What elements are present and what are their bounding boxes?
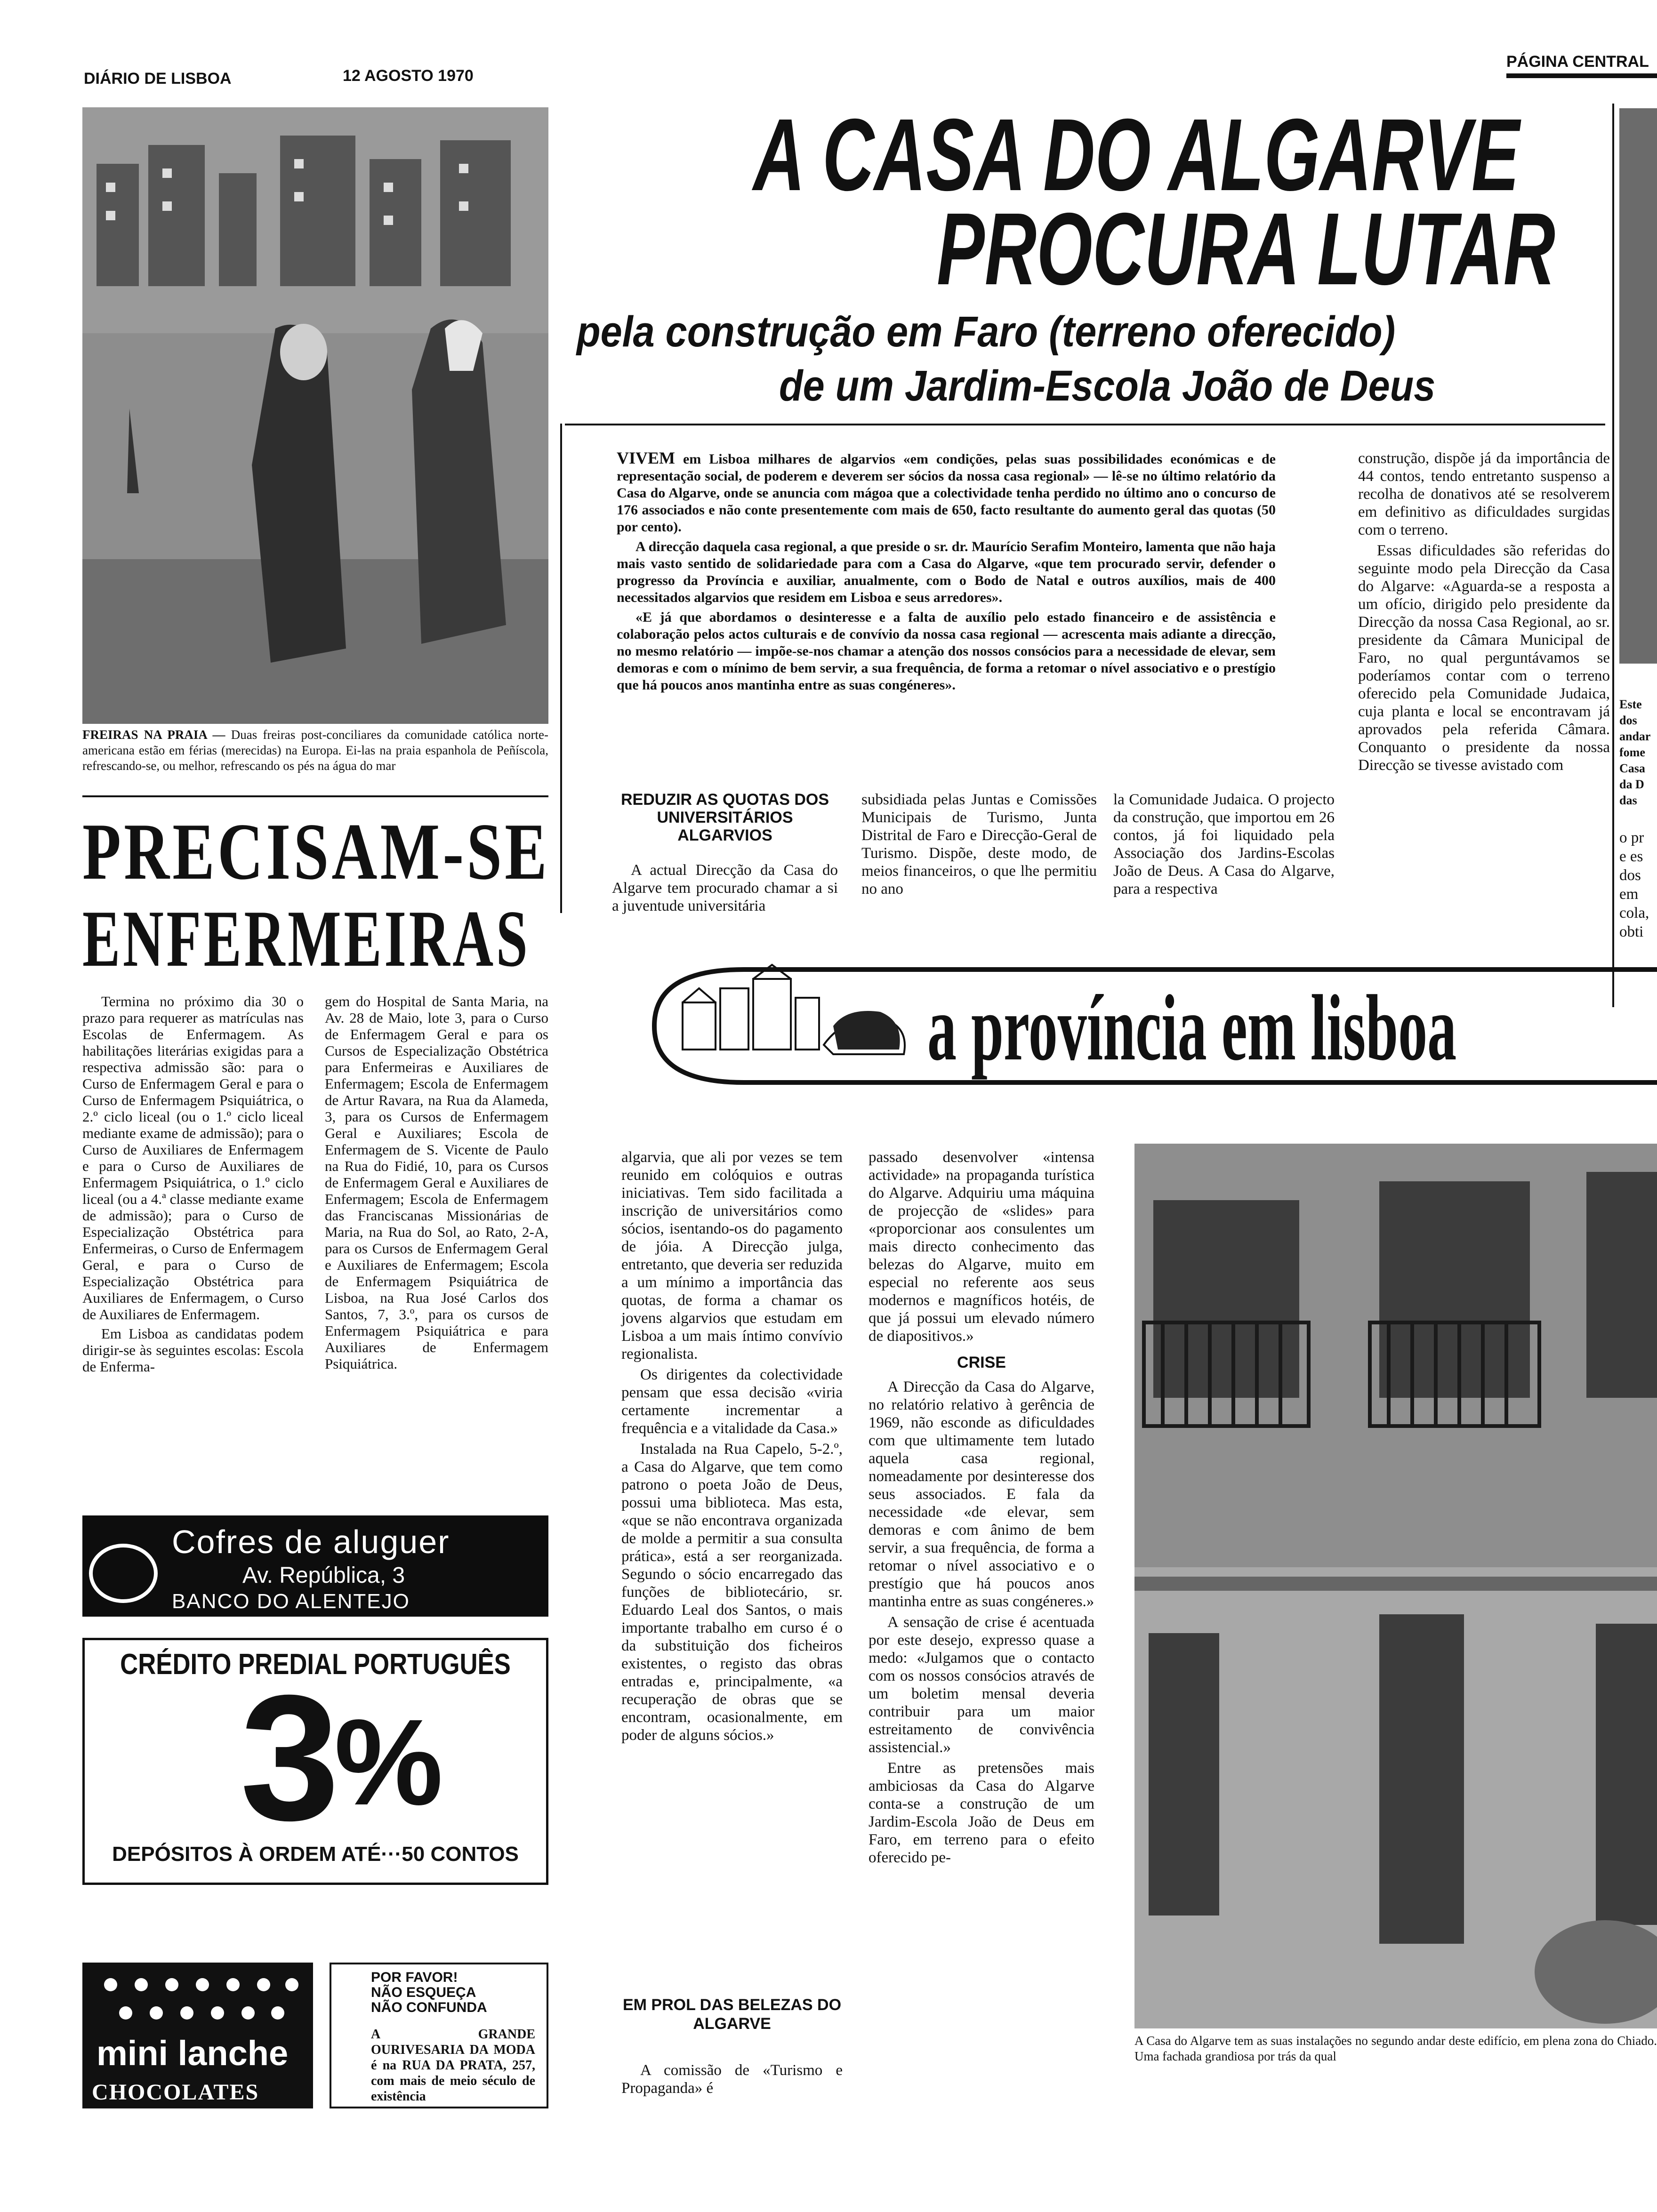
credito-footer: DEPÓSITOS À ORDEM ATÉ···50 CONTOS (112, 1843, 519, 1866)
nuns-caption (82, 727, 548, 774)
edge-frag-g: das (1619, 793, 1637, 807)
cofres-bank: BANCO DO ALENTEJO (172, 1590, 410, 1613)
edge-frag-c: andar (1619, 729, 1651, 743)
nuns-caption-lead: FREIRAS NA PRAIA — (82, 728, 225, 742)
nurses-headline-1: PRECISAM-SE (82, 807, 550, 897)
edge-frag-j: dos (1619, 867, 1641, 884)
main-right-col (1358, 449, 1610, 777)
lower-b-p4: Entre as pretensões mais ambiciosas da Casa do Algarve conta-se a construção de um Jardim-Escola João de Deus em Faro, em terreno para o efeito oferecido pe- (869, 1760, 1094, 1866)
edge-frag-b: dos (1619, 713, 1637, 727)
nuns-caption-body: Duas freiras post-conciliares da comunidade católica norte-americana estão em férias (merecidas) na Europa. Ei-las na praia espanhola de Peñíscola, refrescando-se, ou melhor, refrescando os pés na água do mar (82, 728, 548, 773)
edge-photo (1619, 108, 1657, 664)
edge-frag-h: o pr (1619, 829, 1644, 846)
main-headline-2: PROCURA LUTAR (937, 192, 1555, 306)
edge-frag-i: e es (1619, 848, 1643, 865)
nurses-col-1-p2: Em Lisboa as candidatas podem dirigir-se às seguintes escolas: Escola de Enferma- (82, 1325, 304, 1375)
right-col-p2: Essas dificuldades são referidas do seguinte modo pela Direcção da Casa do Algarve: «Aguarda-se a resposta a um ofício, dirigido pelo presidente da Direcção da nossa Casa Regional, ao sr. presidente da Câmara Municipal de Faro, no qual perguntávamos se poderíamos contar com o terreno oferecido pela Comunidade Judaica, cuja planta e local se encontravam já aprovados pela referida Câmara. Conquanto o presidente da nossa Direcção se tivesse avistado com (1358, 542, 1610, 774)
lower-col-a (621, 1148, 843, 1747)
nurses-col-1 (82, 993, 304, 1378)
nurses-col-2 (325, 993, 548, 1375)
credito-big-number: 3 (240, 1658, 340, 1858)
ourives-line-2: NÃO ESQUEÇA (371, 1985, 476, 2000)
lower-b-p3: A sensação de crise é acentuada por este desejo, expresso quase a medo: «Julgamos que o contacto com os nossos consócios através de um boletim mensal deveria contribuir para um maior estreitamento de convivência assistencial.» (869, 1614, 1094, 1756)
vertical-rule-right (1612, 104, 1614, 1007)
sub-crise: CRISE (957, 1354, 1006, 1371)
sub-prol: EM PROL DAS BELEZAS DO ALGARVE (622, 1996, 842, 2033)
nurses-col-2-p1: gem do Hospital de Santa Maria, na Av. 28 de Maio, lote 3, para o Curso de Enfermagem Geral e para os Cursos de Especialização Obstétrica para Enfermeiras e Auxiliares de Enfermagem; Escola de Enfermagem de Artur Ravara, na Rua da Alameda, 3, para os Cursos de Enfermagem Geral e Auxiliares; Escola de Enfermagem de S. Vicente de Paulo na Rua do Fidié, 10, para os Cursos de Enfermagem Geral e Auxiliares de Enfermagem; Escola de Enfermagem das Franciscanas Missionárias de Maria, na Rua do Sol, ao Rato, 2-A, para os Cursos de Enfermagem Geral e Auxiliares de Enfermagem; Escola de Enfermagem Psiquiátrica de Lisboa, na Rua José Carlos dos Santos, 7, 3.º, para os cursos de Enfermagem Psiquiátrica e para Auxiliares de Enfermagem Psiquiátrica. (325, 993, 548, 1372)
lower-col-b (869, 1148, 1094, 1869)
ad-ourivesaria (330, 1963, 548, 2108)
nurses-col-1-p1: Termina no próximo dia 30 o prazo para requerer as matrículas nas Escolas de Enfermagem. As habilitações literárias exigidas para a respectiva admissão são: para o Curso de Enfermagem Geral e para o Curso de Enfermagem Psiquiátrica, o 2.º ciclo liceal (ou o 1.º ciclo liceal mediante exame de admissão); para o Curso de Auxiliares de Enfermagem e para o Curso de Auxiliares de Enfermagem Psiquiátrica, o 1.º ciclo liceal (ou a 4.ª classe mediante exame de admissão); para o Curso de Especialização Obstétrica para Enfermeiras, o Curso de Enfermagem Geral, e para o Curso de Especialização Obstétrica para Auxiliares de Enfermagem, o Curso de Auxiliares de Enfermagem. (82, 993, 304, 1322)
mid-col-p: subsidiada pelas Juntas e Comissões Municipais de Turismo, Junta Distrital de Faro e Direcção-Geral de Turismo. Dispõe, deste modo, de meios financeiros, o que lhe permitiu no ano (861, 791, 1097, 898)
banner-title: a província em lisboa (927, 976, 1457, 1080)
nuns-photo (82, 107, 548, 724)
cofres-title: Cofres de aluguer (172, 1523, 450, 1560)
lead-p2: A direcção daquela casa regional, a que preside o sr. dr. Maurício Serafim Monteiro, lamenta que não haja mais vasto sentido de solidariedade para com a Casa do Algarve, «que tem procurado servir, defender o progresso da Província e auxiliar, anualmente, com o Bodo de Natal e outros auxílios, mais de 400 necessitados algarvios que residem em Lisboa e seus arredores». (617, 539, 1276, 605)
issue-date: 12 AGOSTO 1970 (343, 67, 474, 85)
ourives-body: A GRANDE OURIVESARIA DA MODA é na RUA DA PRATA, 257, com mais de meio século de existência (371, 2027, 535, 2104)
ad-cofres (82, 1515, 548, 1617)
figures-icon (97, 1973, 304, 2029)
main-lead (617, 449, 1276, 697)
lanche-brand: CHOCOLATES TAGIDES (92, 2080, 259, 2131)
main-subhead-1: pela construção em Faro (terreno oferecido) (577, 308, 1396, 356)
building-photo (1134, 1144, 1657, 2028)
credito-percent: % (334, 1694, 443, 1831)
provincia-banner (626, 941, 1657, 1115)
ourives-line-3: NÃO CONFUNDA (371, 2000, 487, 2015)
section-label: PÁGINA CENTRAL (1506, 53, 1649, 71)
sub-reduzir: REDUZIR AS QUOTAS DOS UNIVERSITÁRIOS ALGARVIOS (620, 791, 829, 844)
reduzir-p: A actual Direcção da Casa do Algarve tem procurado chamar a si a juventude universitária (612, 862, 838, 914)
bank-logo-icon (89, 1544, 158, 1603)
reduzir-text (612, 861, 838, 918)
edge-frag-k: em (1619, 886, 1639, 903)
main-subhead-2: de um Jardim-Escola João de Deus (779, 362, 1436, 410)
ourives-line-1: POR FAVOR! (371, 1970, 458, 1985)
lead-p1: em Lisboa milhares de algarvios «em condições, pelas suas possibilidades económicas e de representação social, de poderem e deverem ser sócios da nossa casa regional» — lê-se no último relatório da Casa do Algarve, onde se anuncia com mágoa que a colectividade tenha perdido no último ano o concurso de 176 associados e não conte presentemente com mais de 650, facto resultante do aumento geral das quotas (50 por cento). (617, 451, 1276, 535)
ad-mini-lanche (82, 1963, 313, 2131)
nurses-headline-2: ENFERMEIRAS (82, 894, 531, 984)
mid-col-2 (1113, 791, 1335, 901)
vertical-rule (560, 424, 562, 913)
edge-frag-e: Casa (1619, 761, 1645, 775)
lead-word: VIVEM (617, 449, 675, 467)
ad-credito (82, 1638, 548, 1885)
building-caption: A Casa do Algarve tem as suas instalações no segundo andar deste edifício, em plena zona do Chiado. Uma fachada grandiosa por trás da qual (1134, 2034, 1657, 2063)
lower-a-p2: Os dirigentes da colectividade pensam que essa decisão «viria certamente incrementar a frequência e a vitalidade da Casa.» (621, 1366, 843, 1437)
section-rule (1506, 73, 1657, 78)
mid-col (861, 791, 1097, 901)
edge-frag-a: Este (1619, 697, 1642, 711)
lower-a-p3: Instalada na Rua Capelo, 5-2.º, a Casa do Algarve, que tem como patrono o poeta João de Deus, possui uma biblioteca. Mas esta, «que se não encontrava organizada de molde a permitir a sua consulta prática», está a ser reorganizada. Segundo o sócio encarregado das funções de bibliotecário, sr. Eduardo Leal dos Santos, o mais importante trabalho em curso é o da substituição dos ficheiros existentes, o registo das obras entradas e, principalmente, «a recuperação de obras que se encontram, ocasionalmente, em poder de alguns sócios.» (621, 1441, 843, 1744)
lanche-name: mini lanche (97, 2034, 289, 2073)
paper-name: DIÁRIO DE LISBOA (84, 70, 232, 88)
headline-rule (565, 424, 1605, 425)
edge-frag-d: fome (1619, 745, 1645, 759)
divider (82, 795, 548, 797)
lower-b-p1: passado desenvolver «intensa actividade» na propaganda turística do Algarve. Adquiriu uma máquina de projecção de «slides» para «proporcionar aos consulentes um mais directo conhecimento das belezas do Algarve, muito em especial no referente aos seus modernos e magníficos hotéis, de que já possui um elevado número de diapositivos.» (869, 1149, 1094, 1345)
lower-a-p4: A comissão de «Turismo e Propaganda» é (621, 2062, 843, 2097)
credito-title: CRÉDITO PREDIAL PORTUGUÊS (120, 1648, 511, 1681)
lower-b-p2: A Direcção da Casa do Algarve, no relatório relativo à gerência de 1969, não esconde as dificuldades com que ultimamente tem lutado aquela casa regional, nomeadamente por desinteresse dos seus associados. E fala da necessidade «de elevar, sem demoras e com ânimo de bem servir, a sua frequência, de forma a retomar o nível associativo e o prestígio que há poucos anos mantinha entre as suas congéneres.» (869, 1378, 1094, 1610)
main-headline-1: A CASA DO ALGARVE (753, 98, 1520, 212)
edge-frag-f: da D (1619, 777, 1644, 791)
edge-frag-l: cola, (1619, 905, 1649, 922)
edge-frag-m: obti (1619, 923, 1644, 940)
lower-col-a-end (621, 2061, 843, 2100)
edge-col (1619, 828, 1657, 941)
cofres-address: Av. República, 3 (242, 1563, 405, 1588)
lead-p3: «E já que abordamos o desinteresse e a falta de auxílio pelo estado financeiro e de assistência e colaboração pelos actos culturais e de convívio da nossa casa regional — acrescenta mais adiante a direcção, no mesmo relatório — impõe-se-nos chamar a atenção dos nossos consócios para a necessidade de elevar, sem demoras e com o mínimo de bem servir, a sua frequência, de forma a retomar o nível associativo e o prestígio que há poucos anos mantinha entre as suas congéneres». (617, 609, 1276, 693)
right-col-p1: construção, dispõe já da importância de 44 contos, tendo entretanto suspenso a recolha de donativos até se resolverem em definitivo as dificuldades surgidas com o terreno. (1358, 450, 1610, 538)
lower-a-p1: algarvia, que ali por vezes se tem reunido em colóquios e outras iniciativas. Tem sido facilitada a inscrição de universitários como sócios, isentando-os do pagamento de jóia. A Direcção julga, entretanto, que deveria ser reduzida a um mínimo a importância das quotas, de forma a chamar os jovens algarvios que estudam em Lisboa a um mais íntimo convívio regionalista. (621, 1149, 843, 1362)
mid-col-2-p: la Comunidade Judaica. O projecto da construção, que importou em 26 contos, já foi liquidado pela Associação dos Jardins-Escolas João de Deus. A Casa do Algarve, para a respectiva (1113, 791, 1335, 898)
edge-caption (1619, 697, 1657, 809)
